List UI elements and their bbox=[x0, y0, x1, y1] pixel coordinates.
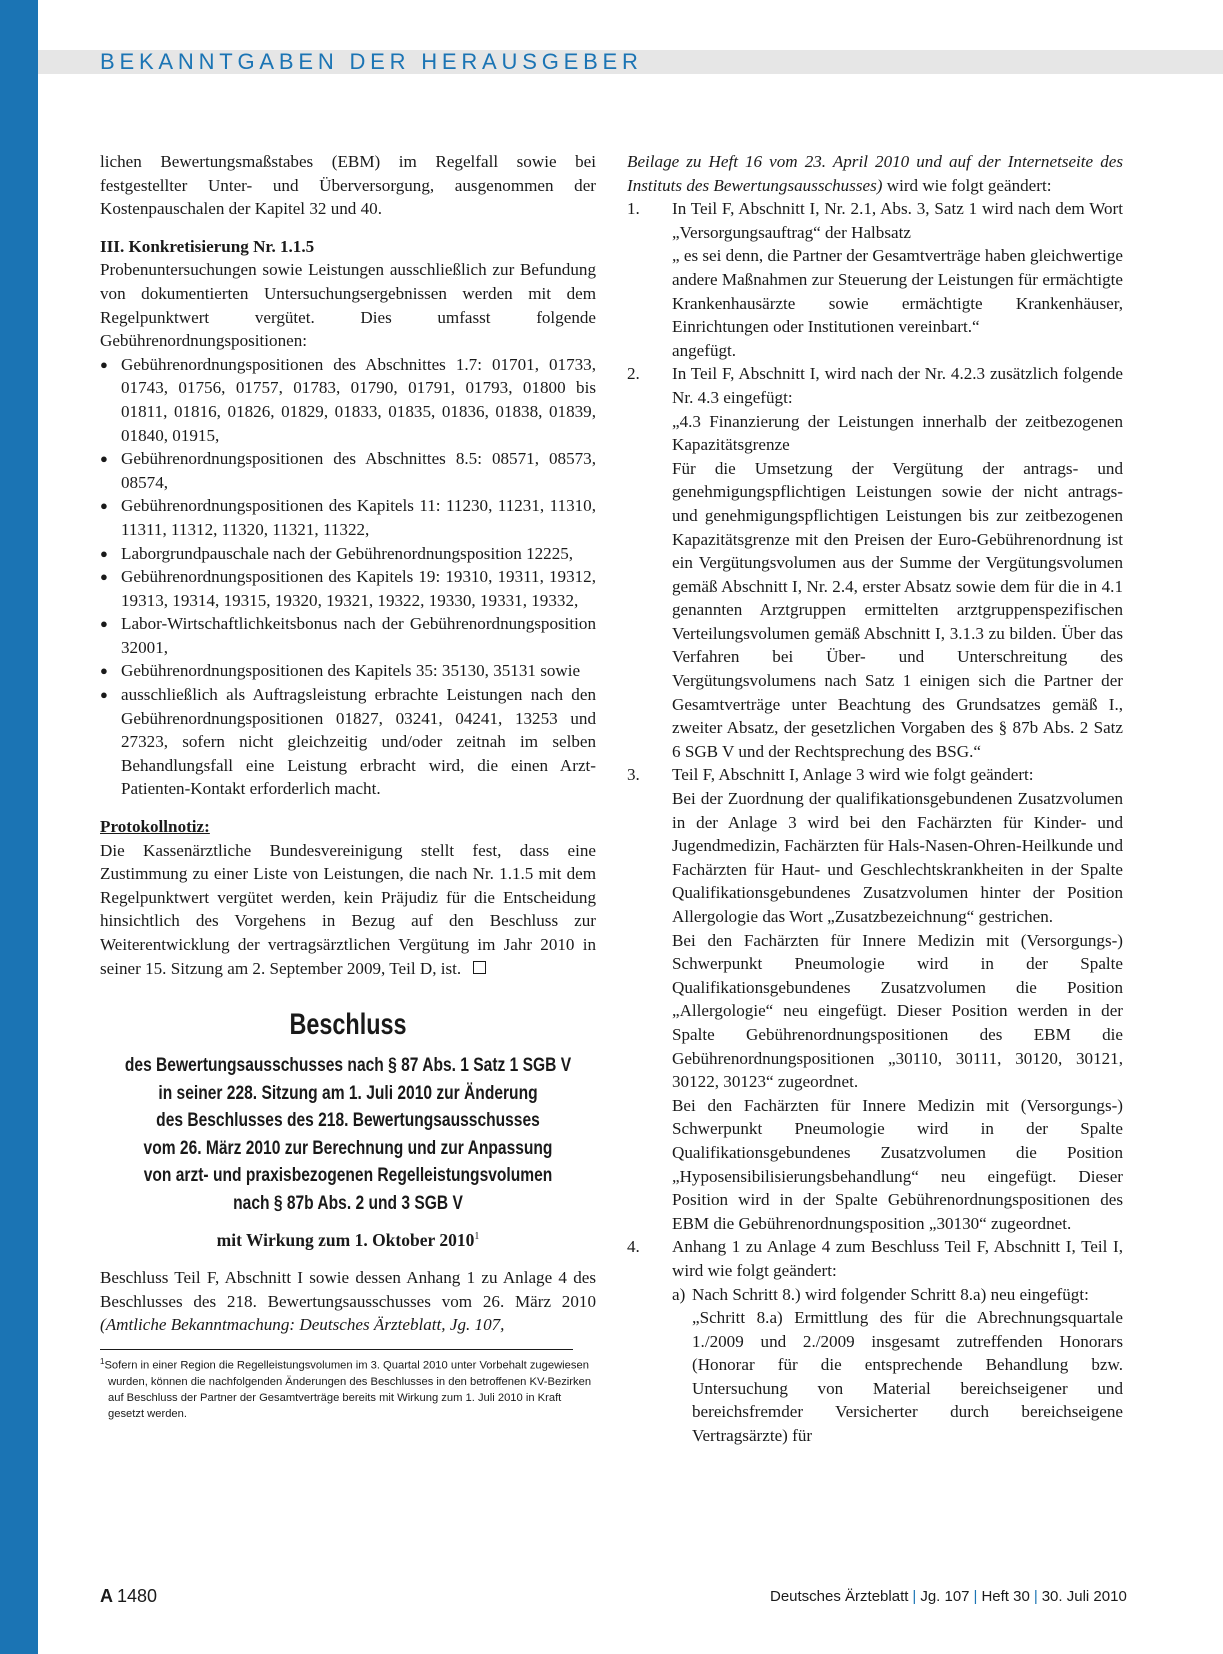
list-item: ● Gebührenordnungspositionen des Abschnittes 1.7: 01701, 01733, 01743, 01756, 01757, 01783, 01790, 01791, 01793, 01800 bis 01811, 01816, 01826, 01829, 01833, 01835, 01836, 01838, 01839, 01840, 01915, bbox=[100, 353, 596, 447]
list-item: 2. In Teil F, Abschnitt I, wird nach der Nr. 4.2.3 zusätzlich folgende Nr. 4.3 eingefügt: „4.3 Finanzierung der Leistungen innerhalb der zeitbezogenen Kapazitätsgrenze Für die Umsetzung der Vergütung der antrags- und genehmigungspflichtigen Leistungen sowie der nicht antrags- und genehmigungspflichtigen Leistungen bis zur zeitbezogenen Kapazitätsgrenze mit den Preisen der Euro-Gebührenordnung ist ein Vergütungsvolumen aus der Summe der Vergütungsvolumen gemäß Abschnitt I, Nr. 2.4, erster Absatz sowie dem für die in 4.1 genannten Arztgruppen ermittelten arztgruppenspezifischen Verteilungsvolumen gemäß Abschnitt I, 3.1.3 zu bilden. Über das Verfahren bei Über- und Unterschreitung des Vergütungsvolumens nach Satz 1 einigen sich die Partner der Gesamtverträge unter Beachtung des Grundsatzes gemäß I., zweiter Absatz, der gesetzlichen Vorgaben des § 87b Abs. 2 Satz 6 SGB V und der Rechtsprechung des BSG.“ bbox=[627, 364, 1123, 761]
footnote: $^1$Sofern in einer Region die Regelleistungsvolumen im 3. Quartal 2010 unter Vorbehalt zugewiesen wurden, können die nachfolgenden Änderungen des Beschlusses in den betroffenen KV-Bezirken auf Beschluss der Partner der Gesamtverträge bereits mit Wirkung zum 1. Juli 2010 in Kraft gesetzt werden. bbox=[100, 1356, 592, 1420]
protocol-heading: Protokollnotiz: bbox=[100, 817, 210, 837]
section-paragraph: Probenuntersuchungen sowie Leistungen ausschließlich zur Befundung von dokumentierten Untersuchungsergebnissen werden mit dem Regelpunktwert vergütet. Dies umfasst folgende Gebührenordnungspositionen: bbox=[100, 260, 596, 351]
left-column bbox=[100, 150, 596, 1422]
list-item: ● Gebührenordnungspositionen des Kapitels 19: 19310, 19311, 19312, 19313, 19314, 19315, 19320, 19321, 19322, 19330, 19331, 19332, bbox=[100, 565, 596, 612]
subtitle-line: in seiner 228. Sitzung am 1. Juli 2010 zur Änderung bbox=[158, 1082, 538, 1104]
protocol-paragraph: Die Kassenärztliche Bundesvereinigung stellt fest, dass eine Zustimmung zu einer Liste von Leistungen, die nach Nr. 1.1.5 mit dem Regelpunktwert vergütet werden, kein Präjudiz für die Entscheidung hinsichtlich des Vorgehens in Bezug auf den Beschluss zur Weiterentwicklung der vertragsärztlichen Vergütung im Jahr 2010 in seiner 15. Sitzung am 2. September 2009, Teil D, ist. bbox=[100, 840, 596, 978]
list-item: ● Gebührenordnungspositionen des Abschnittes 8.5: 08571, 08573, 08574, bbox=[100, 447, 596, 494]
intro-paragraph: lichen Bewertungsmaßstabes (EBM) im Regelfall sowie bei festgestellter Unter- und Überversorgung, ausgenommen der Kostenpauschalen der Kapitel 32 und 40. bbox=[100, 152, 596, 219]
color-sidebar bbox=[0, 0, 38, 1654]
list-item: ● Labor-Wirtschaftlichkeitsbonus nach der Gebührenordnungsposition 32001, bbox=[100, 612, 596, 659]
right-column bbox=[627, 150, 1123, 1448]
page-number: A 1480 bbox=[100, 1586, 158, 1606]
right-intro: Beilage zu Heft 16 vom 23. April 2010 und auf der Internetseite des Instituts des Bewertungsausschusses) wird wie folgt geändert: bbox=[627, 152, 1123, 195]
beschluss-title: Beschluss bbox=[289, 1008, 407, 1042]
gop-bullet-list bbox=[100, 353, 596, 801]
effective-date: mit Wirkung zum 1. Oktober 2010$^1$ bbox=[216, 1230, 480, 1251]
list-item: 1. In Teil F, Abschnitt I, Nr. 2.1, Abs. 3, Satz 1 wird nach dem Wort „Versorgungsauftrag“ der Halbsatz „ es sei denn, die Partner der Gesamtverträge haben gleichwertige andere Maßnahmen zur Steuerung der Leistungen für ermächtigte Krankenhausärzte sowie ermächtigte Krankenhäuser, Einrichtungen oder Institutionen vereinbart.“ angefügt. bbox=[627, 199, 1123, 360]
list-item: ● Gebührenordnungspositionen des Kapitels 35: 35130, 35131 sowie bbox=[100, 659, 596, 683]
subtitle-line: vom 26. März 2010 zur Berechnung und zur Anpassung bbox=[143, 1137, 553, 1159]
end-square-icon bbox=[473, 961, 486, 974]
list-item: ● Gebührenordnungspositionen des Kapitels 11: 11230, 11231, 11310, 11311, 11312, 11320, 11321, 11322, bbox=[100, 494, 596, 541]
subtitle-line: des Bewertungsausschusses nach § 87 Abs. 1 Satz 1 SGB V bbox=[124, 1055, 572, 1077]
section-header: BEKANNTGABEN DER HERAUSGEBER bbox=[100, 49, 643, 74]
section-heading: III. Konkretisierung Nr. 1.1.5 bbox=[100, 236, 315, 256]
subtitle-line: des Beschlusses des 218. Bewertungsausschusses bbox=[156, 1110, 540, 1132]
list-item: 3. Teil F, Abschnitt I, Anlage 3 wird wie folgt geändert: Bei der Zuordnung der qualifikationsgebundenen Zusatzvolumen in der Anlage 3 wird bei den Fachärzten für Kinder- und Jugendmedizin, Fachärzten für Hals-Nasen-Ohren-Heilkunde und Fachärzten für Haut- und Geschlechtskrankheiten in der Spalte Qualifikationsgebundenes Zusatzvolumen hinter der Position Allergologie das Wort „Zusatzbezeichnung“ gestrichen. Bei den Fachärzten für Innere Medizin mit (Versorgungs-) Schwerpunkt Pneumologie wird in der Spalte Qualifikationsgebundenes Zusatzvolumen die Position „Allergologie“ neu eingefügt. Dieser Position werden in der Spalte Gebührenordnungspositionen des EBM die Gebührenordnungspositionen „30110, 30111, 30120, 30121, 30122, 30123“ zugeordnet. Bei den Fachärzten für Innere Medizin mit (Versorgungs-) Schwerpunkt Pneumologie wird in der Spalte Qualifikationsgebundenes Zusatzvolumen die Position „Hyposensibilisierungsbehandlung“ neu eingefügt. Dieser Position wird in der Spalte Gebührenordnungspositionen des EBM die Gebührenordnungsposition „30130“ zugeordnet. bbox=[627, 765, 1123, 1233]
amendment-list bbox=[627, 197, 1123, 1447]
journal-info: Deutsches Ärzteblatt | Jg. 107 | Heft 30 | 30. Juli 2010 bbox=[770, 1588, 1127, 1605]
footnote-divider bbox=[100, 1349, 573, 1350]
list-item: ● ausschließlich als Auftragsleistung erbrachte Leistungen nach den Gebührenordnungspositionen 01827, 03241, 04241, 13253 und 27323, sofern nicht gleichzeitig und/oder zeitnah im selben Behandlungsfall eine Leistung erbracht wird, die einen Arzt-Patienten-Kontakt erforderlich macht. bbox=[100, 683, 596, 801]
subtitle-line: nach § 87b Abs. 2 und 3 SGB V bbox=[233, 1192, 463, 1214]
beschluss-paragraph: Beschluss Teil F, Abschnitt I sowie dessen Anhang 1 zu Anlage 4 des Beschlusses des 218. Bewertungsausschusses vom 26. März 2010 (Amtliche Bekanntmachung: Deutsches Ärzteblatt, Jg. 107, bbox=[100, 1268, 596, 1335]
footnote-ref: 1 bbox=[474, 1231, 480, 1243]
sub-item: a) Nach Schritt 8.) wird folgender Schritt 8.a) neu eingefügt: „Schritt 8.a) Ermittlung des für die Abrechnungsquartale 1./2009 und 2./2009 insgesamt zutreffenden Honorars (Honorar für die entsprechende Behandlung bzw. Untersuchung von Material bereichseigener und bereichsfremder Versicherter durch bereichseigene Vertragsärzte) für bbox=[672, 1284, 1123, 1446]
list-item: ● Laborgrundpauschale nach der Gebührenordnungsposition 12225, bbox=[100, 542, 596, 566]
subtitle-line: von arzt- und praxisbezogenen Regelleistungsvolumen bbox=[143, 1165, 553, 1187]
list-item: 4. Anhang 1 zu Anlage 4 zum Beschluss Teil F, Abschnitt I, Teil I, wird wie folgt geändert: a) Nach Schritt 8.) wird folgender Schritt 8.a) neu eingefügt: „Schritt 8.a) Ermittlung des für die Abrechnungsquartale 1./2009 und 2./2009 insgesamt zutreffenden Honorars (Honorar für die entsprechende Behandlung bzw. Untersuchung von Material bereichseigener und bereichsfremder Versicherter durch bereichseigene Vertragsärzte) für bbox=[627, 1235, 1123, 1447]
beschluss-subtitle bbox=[120, 1052, 576, 1217]
